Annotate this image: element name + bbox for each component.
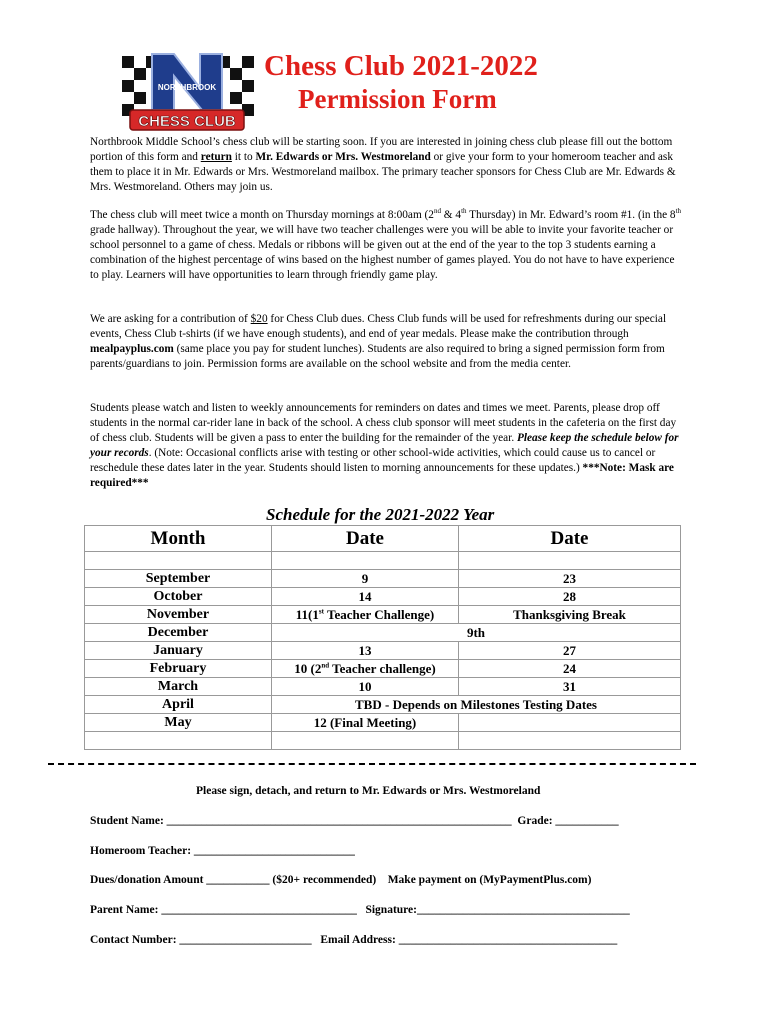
month-cell: October xyxy=(85,588,272,606)
detach-line xyxy=(48,763,696,765)
date-cell: 27 xyxy=(459,642,681,660)
table-header-row xyxy=(85,526,681,552)
month-cell: November xyxy=(85,606,272,624)
month-cell: April xyxy=(85,696,272,714)
month-cell: January xyxy=(85,642,272,660)
column-header: Date xyxy=(459,526,681,552)
date-cell: 11(1st Teacher Challenge) xyxy=(272,606,459,624)
date-cell: 23 xyxy=(459,570,681,588)
student-name-field[interactable]: Student Name: ____________________________________________________________ Grade: ___________ xyxy=(90,815,619,827)
table-row xyxy=(85,588,681,606)
date-cell: 24 xyxy=(459,660,681,678)
table-row xyxy=(85,624,681,642)
email-address-field[interactable]: Email Address: ______________________________________ xyxy=(320,934,618,946)
date-cell: 9 xyxy=(272,570,459,588)
month-cell: February xyxy=(85,660,272,678)
date-cell: 12 (Final Meeting) xyxy=(272,714,459,732)
logo-top-text: NORTHBROOK xyxy=(157,83,217,92)
intro-paragraph-3: We are asking for a contribution of $20 for Chess Club dues. Chess Club funds will be used for refreshments during our special events, Chess Club t-shirts (if we have enough students), and end of year medals. Please make the contribution through mealpayplus.com (same place you pay for student lunches). Students are also required to bring a signed permission form from parents/guardians to join. Permission forms are available on the school website and from the media center. xyxy=(90,313,667,371)
table-row xyxy=(85,660,681,678)
dues-amount-field[interactable]: Dues/donation Amount ___________ ($20+ recommended) Make payment on (MyPaymentPlus.com) xyxy=(90,874,592,886)
signature-field[interactable]: Signature:_____________________________________ xyxy=(365,904,630,916)
date-cell: 31 xyxy=(459,678,681,696)
schedule-table xyxy=(84,525,681,750)
table-row xyxy=(85,696,681,714)
month-cell: September xyxy=(85,570,272,588)
month-cell: December xyxy=(85,624,272,642)
date-cell: 10 xyxy=(272,678,459,696)
intro-paragraph-4: Students please watch and listen to weekly announcements for reminders on dates and times we meet. Parents, please drop off students in the normal car-rider lane in back of the school. A chess club sponsor will meet students in the cafeteria on the first day of chess club. Students will be given a pass to enter the building for the remainder of the year. Please keep the schedule below for your records. (Note: Occasional conflicts arise with testing or other school-wide activities, which could cause us to cancel or reschedule these dates later in the year. Students should listen to morning announcements for these updates.) ***Note: Mask are required*** xyxy=(90,402,679,490)
grade-field[interactable]: Grade: ___________ xyxy=(517,815,619,827)
intro-paragraph-2: The chess club will meet twice a month on Thursday mornings at 8:00am (2nd & 4th Thursday) in Mr. Edward’s room #1. (in the 8th grade hallway). Throughout the year, we will have two teacher challenges were you will be able to invite your favorite teacher or school personnel to a game of chess. Medals or ribbons will be given out at the end of the year to the top 3 students earning a combination of the highest percentage of wins based on the highest number of games played. You do not have to have experience to play. Learners will have opportunities to learn through friendly game play. xyxy=(90,207,682,282)
payment-note: Make payment on (MyPaymentPlus.com) xyxy=(387,874,592,886)
schedule-title: Schedule for the 2021-2022 Year xyxy=(266,505,495,524)
table-row xyxy=(85,678,681,696)
parent-name-field[interactable]: Parent Name: __________________________________ Signature:_____________________________________ xyxy=(90,904,630,916)
logo-bottom-text: CHESS CLUB xyxy=(138,113,236,130)
table-row xyxy=(85,714,681,732)
month-cell: March xyxy=(85,678,272,696)
date-cell: 28 xyxy=(459,588,681,606)
date-cell: 10 (2nd Teacher challenge) xyxy=(272,660,459,678)
table-row xyxy=(85,642,681,660)
date-cell: 14 xyxy=(272,588,459,606)
merged-date-cell: 9th xyxy=(272,624,681,642)
page-title: Chess Club 2021-2022 xyxy=(264,50,538,82)
date-cell: 13 xyxy=(272,642,459,660)
page-subtitle: Permission Form xyxy=(298,84,497,114)
month-cell: May xyxy=(85,714,272,732)
detach-instruction: Please sign, detach, and return to Mr. Edwards or Mrs. Westmoreland xyxy=(196,785,541,797)
date-cell: Thanksgiving Break xyxy=(459,606,681,624)
contact-number-field[interactable]: Contact Number: _______________________ Email Address: ______________________________________ xyxy=(90,934,618,946)
date-cell xyxy=(459,714,681,732)
table-spacer-row xyxy=(85,732,681,750)
table-row xyxy=(85,570,681,588)
chess-club-logo xyxy=(118,50,256,134)
table-spacer-row xyxy=(85,552,681,570)
table-row xyxy=(85,606,681,624)
column-header: Date xyxy=(272,526,459,552)
intro-paragraph-1: Northbrook Middle School’s chess club will be starting soon. If you are interested in joining chess club please fill out the bottom portion of this form and return it to Mr. Edwards or Mrs. Westmoreland or give your form to your homeroom teacher and ask them to place it in Mr. Edwards or Mrs. Westmoreland mailbox. The primary teacher sponsors for Chess Club are Mr. Edwards & Mrs. Westmoreland. Others may join us. xyxy=(90,136,676,194)
column-header: Month xyxy=(85,526,272,552)
merged-date-cell: TBD - Depends on Milestones Testing Dates xyxy=(272,696,681,714)
homeroom-teacher-field[interactable]: Homeroom Teacher: ____________________________ xyxy=(90,845,355,857)
